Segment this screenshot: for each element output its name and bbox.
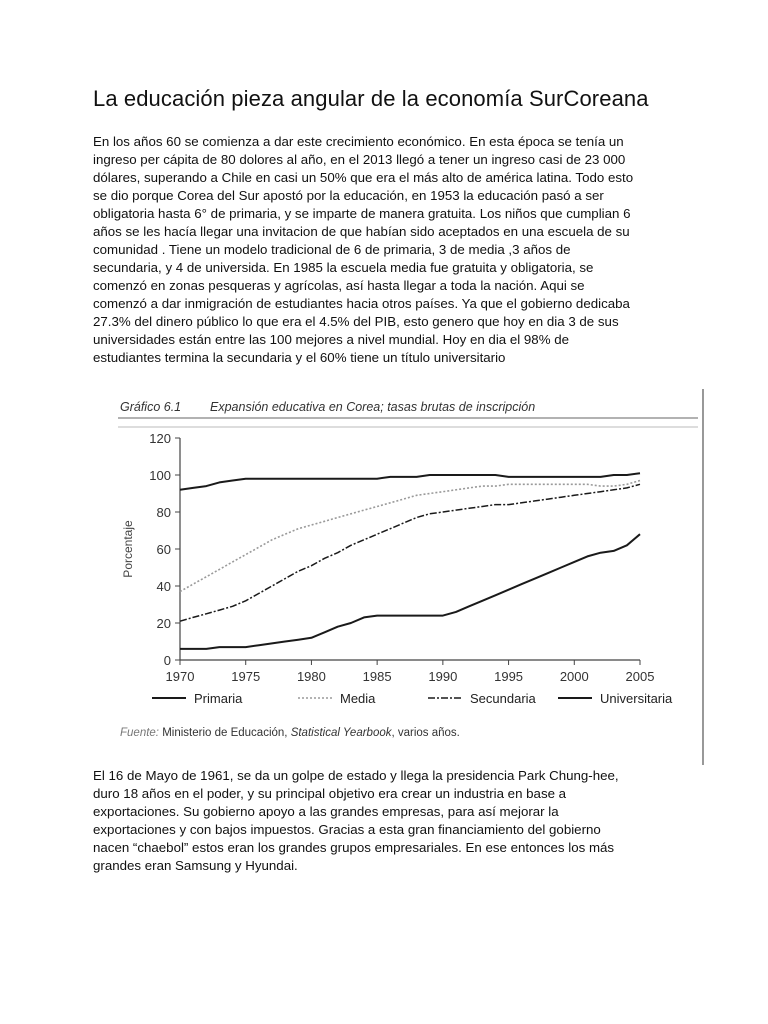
paragraph-line: grandes eran Samsung y Hyundai. — [93, 858, 298, 873]
paragraph-park-chung-hee — [93, 767, 619, 875]
y-axis-title: Porcentaje — [121, 520, 135, 578]
x-tick-label: 1985 — [362, 669, 392, 684]
paragraph-line: estudiantes termina la secundaria y el 60% tiene un título universitario — [93, 350, 506, 365]
x-tick-label: 1990 — [428, 669, 458, 684]
legend-label-media: Media — [340, 691, 376, 706]
paragraph-line: duro 18 años en el poder, y su principal objetivo era crear un industria en base a — [93, 786, 567, 801]
education-chart-figure — [110, 385, 710, 770]
paragraph-line: comenzó en zonas pesqueras y agrícolas, así hasta llegar a toda la nación. Aqui se — [93, 278, 585, 293]
legend-label-universitaria: Universitaria — [600, 691, 673, 706]
paragraph-education — [93, 133, 633, 367]
paragraph-line: ingreso per cápita de 80 dolores al año, en el 2013 llegó a tener un ingreso casi de 23 000 — [93, 152, 626, 167]
series-line-secundaria — [180, 484, 640, 621]
paragraph-line: exportaciones. Su gobierno apoyo a las grandes empresas, para así mejorar la — [93, 804, 559, 819]
paragraph-line: dólares, superando a Chile en casi un 50% que era el más alto de américa latina. Todo esto — [93, 170, 634, 185]
x-tick-label: 1970 — [165, 669, 195, 684]
chart-caption: Expansión educativa en Corea; tasas brutas de inscripción — [210, 400, 536, 414]
x-tick-label: 2005 — [625, 669, 655, 684]
paragraph-line: comenzó a dar inmigración de estudiantes hacia otros países. Ya que el gobierno dedicaba — [93, 296, 630, 311]
y-tick-label: 0 — [163, 653, 171, 668]
paragraph-line: El 16 de Mayo de 1961, se da un golpe de estado y llega la presidencia Park Chung-hee, — [93, 768, 619, 783]
paragraph-line: nacen “chaebol” estos eran los grandes grupos empresariales. En ese entonces los más — [93, 840, 615, 855]
y-tick-label: 20 — [156, 616, 171, 631]
paragraph-line: comunidad . Tiene un modelo tradicional de 6 de primaria, 3 de media ,3 años de — [93, 242, 571, 257]
legend-label-secundaria: Secundaria — [470, 691, 536, 706]
series-line-media — [180, 481, 640, 592]
paragraph-line: exportaciones y con bajos impuestos. Gracias a esta gran financiamiento del gobierno — [93, 822, 601, 837]
chart-label: Gráfico 6.1 — [120, 400, 182, 414]
y-tick-label: 100 — [149, 468, 171, 483]
paragraph-line: secundaria, y 4 de universida. En 1985 la escuela media fue gratuita y obligatoria, se — [93, 260, 594, 275]
legend-label-primaria: Primaria — [194, 691, 243, 706]
paragraph-line: obligatoria hasta 6° de primaria, y se imparte de manera gratuita. Los niños que cumplian 6 — [93, 206, 631, 221]
y-tick-label: 60 — [156, 542, 171, 557]
article-title: La educación pieza angular de la economía SurCoreana — [93, 86, 649, 111]
paragraph-line: se dio porque Corea del Sur apostó por la educación, en 1953 la educación pasó a ser — [93, 188, 604, 203]
paragraph-line: 27.3% del dinero público lo que era el 4.5% del PIB, esto genero que hoy en dia 3 de sus — [93, 314, 619, 329]
paragraph-line: universidades están entre las 100 mejores a nivel mundial. Hoy en dia el 98% de — [93, 332, 570, 347]
x-tick-label: 1980 — [296, 669, 326, 684]
x-tick-label: 2000 — [559, 669, 589, 684]
y-tick-label: 40 — [156, 579, 171, 594]
enrollment-line-chart — [110, 385, 710, 770]
y-tick-label: 80 — [156, 505, 171, 520]
chart-source: Fuente: Ministerio de Educación, Statistical Yearbook, varios años. — [120, 727, 460, 739]
paragraph-line: En los años 60 se comienza a dar este crecimiento económico. En esta época se tenía un — [93, 134, 624, 149]
paragraph-line: años se les hacía llegar una invitacion de que habían sido aceptados en una escuela de su — [93, 224, 630, 239]
x-tick-label: 1995 — [494, 669, 524, 684]
x-tick-label: 1975 — [231, 669, 261, 684]
y-tick-label: 120 — [149, 431, 171, 446]
series-line-primaria — [180, 473, 640, 490]
series-line-universitaria — [180, 534, 640, 649]
